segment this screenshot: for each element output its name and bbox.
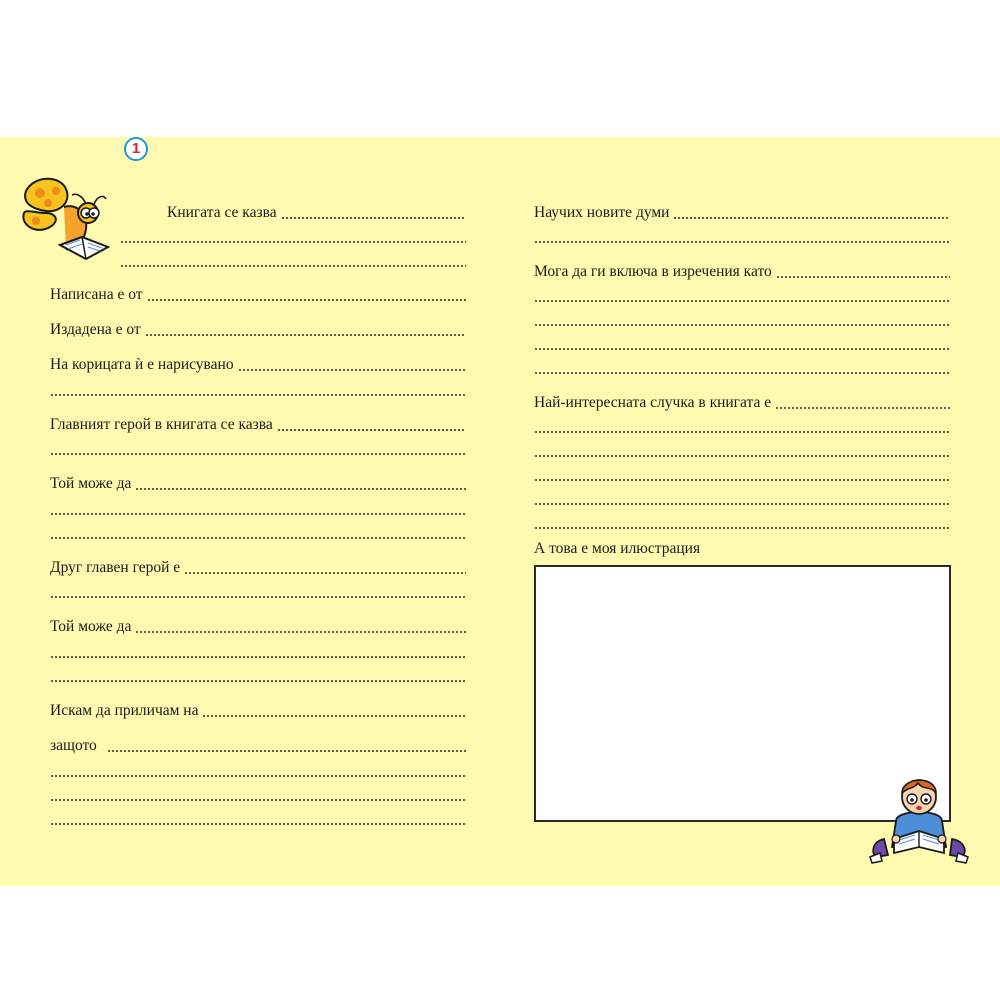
dotted-line: [534, 527, 950, 529]
want-to-be-like-field[interactable]: [50, 699, 466, 719]
dotted-line: [50, 537, 466, 539]
dotted-line: [534, 324, 950, 326]
hero-can-label: Той може да: [50, 474, 132, 492]
blank-line[interactable]: [50, 807, 466, 827]
dotted-line: [534, 348, 950, 350]
other-hero-label: Друг главен герой е: [50, 558, 181, 576]
dotted-line: [147, 299, 466, 301]
sayings-label: Мога да ги включа в изречения като: [534, 262, 772, 280]
dotted-line: [50, 513, 466, 515]
blank-line[interactable]: [50, 783, 466, 803]
blank-line[interactable]: [534, 511, 950, 531]
blank-line[interactable]: [534, 332, 950, 352]
blank-line[interactable]: [120, 225, 466, 245]
blank-line[interactable]: [534, 308, 950, 328]
book-title-label: Книгата се казва: [167, 203, 277, 221]
blank-line[interactable]: [534, 225, 950, 245]
dotted-line: [534, 503, 950, 505]
illustration-heading: [534, 537, 950, 557]
dotted-line: [673, 217, 950, 219]
dotted-line: [50, 823, 466, 825]
illustration-label: А това е моя илюстрация: [534, 539, 701, 557]
published-by-field[interactable]: [50, 318, 466, 338]
boy-reading-book-icon: [866, 769, 972, 869]
new-words-label: Научих новите думи: [534, 203, 670, 221]
because-field[interactable]: [50, 734, 466, 754]
dotted-line: [135, 488, 466, 490]
dotted-line: [50, 799, 466, 801]
dotted-line: [534, 455, 950, 457]
dotted-line: [184, 572, 466, 574]
interesting-event-field[interactable]: [534, 391, 950, 411]
dotted-line: [534, 372, 950, 374]
blank-line[interactable]: [534, 439, 950, 459]
blank-line[interactable]: [534, 487, 950, 507]
cover-field[interactable]: [50, 353, 466, 373]
want-to-be-like-label: Искам да приличам на: [50, 701, 199, 719]
dotted-line: [120, 241, 466, 243]
dotted-line: [145, 334, 466, 336]
item-number-badge: 1: [124, 137, 148, 161]
hero-can-field[interactable]: [50, 472, 466, 492]
dotted-line: [120, 265, 466, 267]
dotted-line: [50, 596, 466, 598]
blank-line[interactable]: [50, 580, 466, 600]
dotted-line: [534, 479, 950, 481]
book-title-field[interactable]: [167, 201, 466, 221]
interesting-event-label: Най-интересната случка в книгата е: [534, 393, 772, 411]
published-by-label: Издадена е от: [50, 320, 141, 338]
dotted-line: [238, 369, 466, 371]
dotted-line: [534, 431, 950, 433]
blank-line[interactable]: [534, 356, 950, 376]
dotted-line: [776, 276, 950, 278]
dotted-line: [50, 453, 466, 455]
dotted-line: [534, 300, 950, 302]
dotted-line: [534, 241, 950, 243]
blank-line[interactable]: [50, 437, 466, 457]
dotted-line: [775, 407, 950, 409]
workbook-page: [0, 137, 1000, 886]
blank-line[interactable]: [50, 640, 466, 660]
main-hero-label: Главният герой в книгата се казва: [50, 415, 273, 433]
dotted-line: [50, 680, 466, 682]
blank-line[interactable]: [534, 415, 950, 435]
other-hero-can-field[interactable]: [50, 615, 466, 635]
sayings-field[interactable]: [534, 260, 950, 280]
blank-line[interactable]: [50, 497, 466, 517]
blank-line[interactable]: [534, 284, 950, 304]
blank-line[interactable]: [50, 378, 466, 398]
blank-line[interactable]: [534, 463, 950, 483]
dotted-line: [107, 750, 466, 752]
dotted-line: [50, 775, 466, 777]
new-words-field[interactable]: [534, 201, 950, 221]
dotted-line: [50, 394, 466, 396]
other-hero-can-label: Той може да: [50, 617, 132, 635]
blank-line[interactable]: [50, 664, 466, 684]
main-hero-field[interactable]: [50, 413, 466, 433]
because-label: защото: [50, 736, 97, 754]
other-hero-field[interactable]: [50, 556, 466, 576]
dotted-line: [50, 656, 466, 658]
cover-label: На корицата ѝ е нарисувано: [50, 355, 234, 373]
blank-line[interactable]: [50, 521, 466, 541]
dotted-line: [281, 217, 466, 219]
dotted-line: [202, 715, 466, 717]
butterfly-reading-book-icon: [16, 173, 112, 269]
written-by-label: Написана е от: [50, 285, 143, 303]
blank-line[interactable]: [50, 759, 466, 779]
blank-line[interactable]: [120, 249, 466, 269]
dotted-line: [277, 429, 466, 431]
dotted-line: [135, 631, 466, 633]
written-by-field[interactable]: [50, 283, 466, 303]
